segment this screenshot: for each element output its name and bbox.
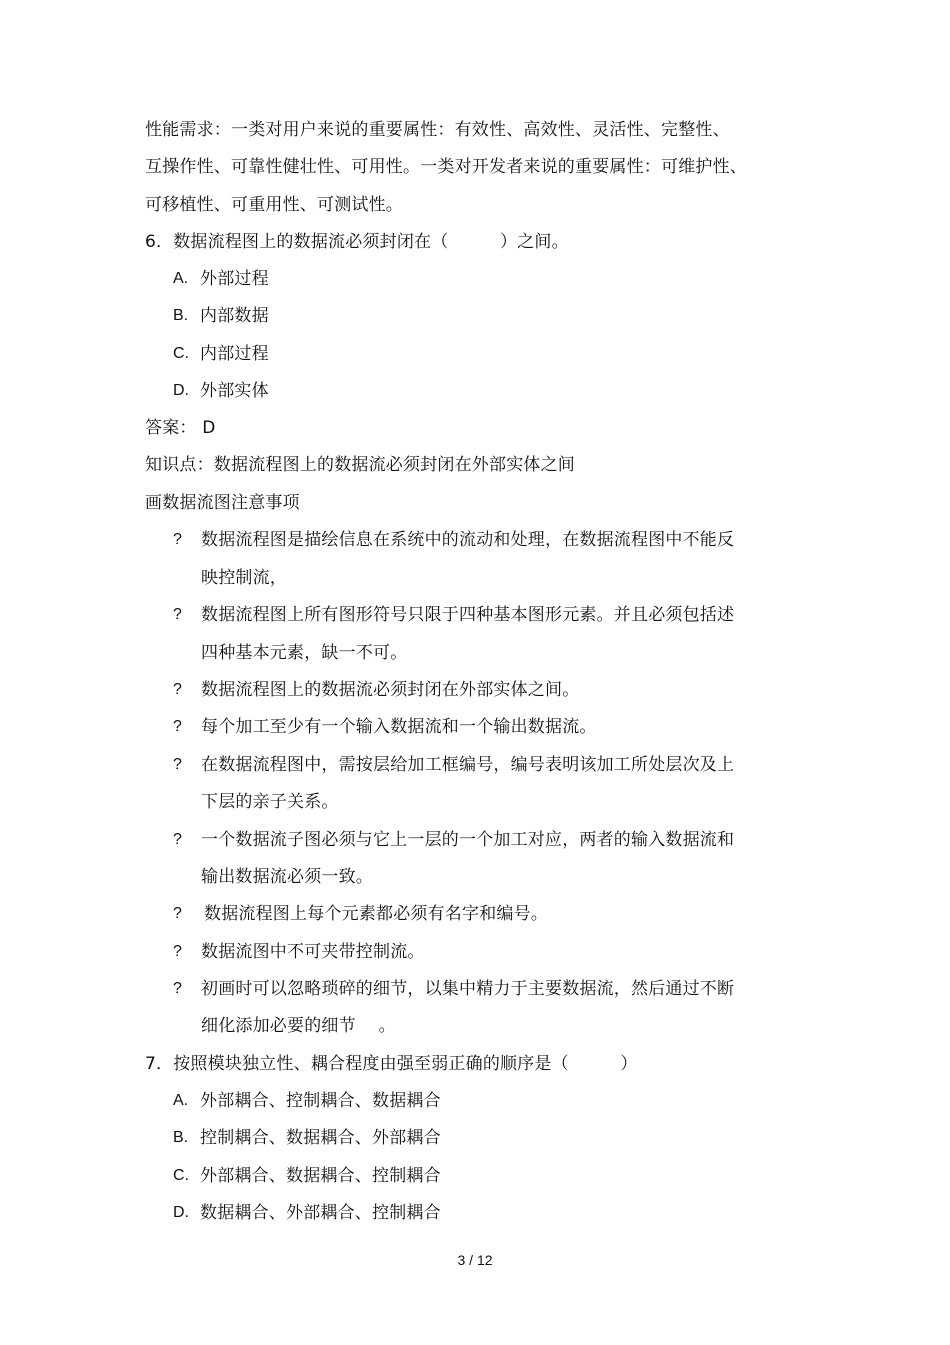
bullet-icon: ? [173,718,182,735]
option-label: B. [173,1129,189,1146]
intro-line-3: 可移植性、可重用性、可测试性。 [145,195,403,215]
bullet-icon: ? [173,531,182,548]
question-6-stem: 6．数据流程图上的数据流必须封闭在（ ）之间。 [145,232,569,252]
question-7-stem: 7．按照模块独立性、耦合程度由强至弱正确的顺序是（ ） [145,1054,638,1074]
bullet-icon: ? [173,681,182,698]
note-text: 每个加工至少有一个输入数据流和一个输出数据流。 [201,717,597,737]
option-label: B. [173,307,189,324]
page-number: 3 / 12 [457,1252,493,1268]
question-6-knowledge: 知识点：数据流程图上的数据流必须封闭在外部实体之间 [145,455,575,475]
note-text: 在数据流程图中，需按层给加工框编号，编号表明该加工所处层次及上 [201,755,735,775]
note-text: 初画时可以忽略琐碎的细节，以集中精力于主要数据流，然后通过不断 [201,979,735,999]
note-text-cont: 下层的亲子关系。 [201,792,339,812]
bullet-icon: ? [173,831,182,848]
note-text: 数据流程图上每个元素都必须有名字和编号。 [204,904,548,924]
intro-line-2: 互操作性、可靠性健壮性、可用性。一类对开发者来说的重要属性：可维护性、 [145,157,747,177]
note-text: 数据流程图是描绘信息在系统中的流动和处理，在数据流程图中不能反 [201,530,735,550]
note-text: 数据流图中不可夹带控制流。 [201,942,425,962]
option-text: 控制耦合、数据耦合、外部耦合 [200,1128,441,1148]
option-text: 数据耦合、外部耦合、控制耦合 [200,1203,441,1223]
option-label: D. [173,382,189,399]
bullet-icon: ? [173,606,182,623]
bullet-icon: ? [173,943,182,960]
note-text-cont: 四种基本元素，缺一不可。 [201,643,408,663]
option-label: C. [173,1167,189,1184]
option-text: 外部实体 [200,381,269,401]
option-label: A. [173,1092,189,1109]
option-text: 内部数据 [200,306,269,326]
note-text-cont: 映控制流， [201,568,287,588]
option-text: 外部耦合、控制耦合、数据耦合 [200,1091,441,1111]
option-label: A. [173,270,189,287]
note-text-cont: 输出数据流必须一致。 [201,867,373,887]
question-6-answer: 答案： D [145,418,216,438]
option-text: 外部过程 [200,269,269,289]
note-text-cont: 细化添加必要的细节 。 [201,1016,396,1036]
bullet-icon: ? [173,905,182,922]
option-label: D. [173,1204,189,1221]
note-text: 数据流程图上所有图形符号只限于四种基本图形元素。并且必须包括述 [201,605,735,625]
bullet-icon: ? [173,980,182,997]
note-text: 一个数据流子图必须与它上一层的一个加工对应，两者的输入数据流和 [201,830,735,850]
intro-line-1: 性能需求：一类对用户来说的重要属性：有效性、高效性、灵活性、完整性、 [145,120,730,140]
option-text: 内部过程 [200,344,269,364]
option-label: C. [173,345,189,362]
notes-title: 画数据流图注意事项 [145,493,300,513]
note-text: 数据流程图上的数据流必须封闭在外部实体之间。 [201,680,580,700]
bullet-icon: ? [173,756,182,773]
option-text: 外部耦合、数据耦合、控制耦合 [200,1166,441,1186]
